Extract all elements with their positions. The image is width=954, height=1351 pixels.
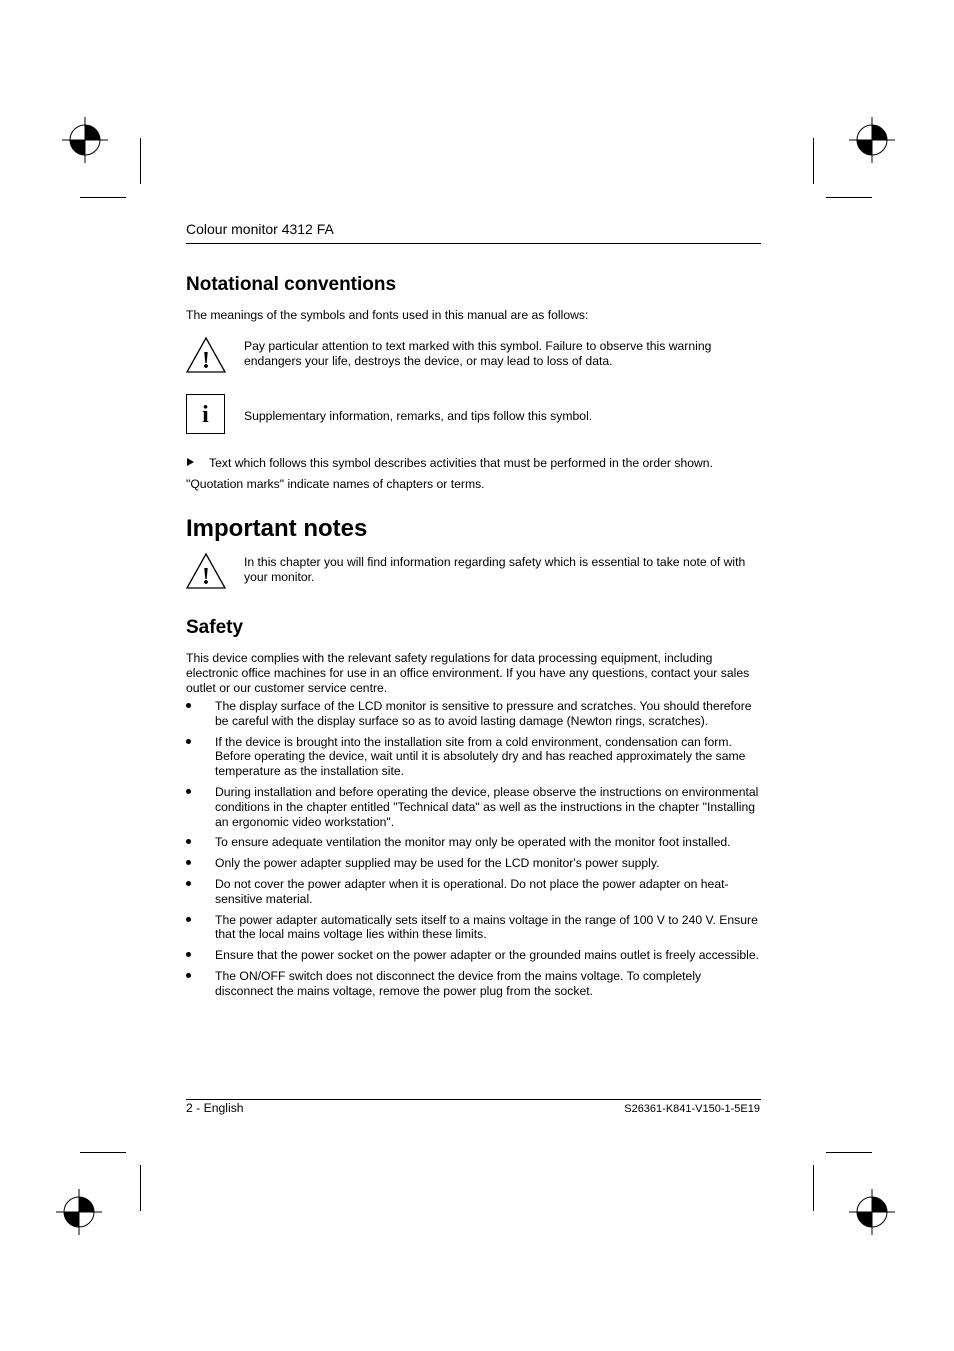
crop-mark <box>80 197 126 198</box>
list-item: During installation and before operating the device, please observe the instructions on environmental conditions in the chapter entitled "Technical data" as well as the instructions in the chapter "Installing an ergonomic video workstation". <box>186 785 762 829</box>
svg-text:!: ! <box>202 564 210 590</box>
info-icon: i <box>186 394 225 434</box>
registration-mark-icon <box>849 117 895 163</box>
section-heading-notational: Notational conventions <box>186 274 397 295</box>
crop-mark <box>80 1152 126 1153</box>
list-item: The power adapter automatically sets itself to a mains voltage in the range of 100 V to 240 V. Ensure that the local mains voltage lies within these limits. <box>186 913 762 943</box>
bullet-icon <box>186 703 191 708</box>
important-warning-text: In this chapter you will find information regarding safety which is essential to take note of with your monitor. <box>244 555 746 584</box>
warning-icon <box>185 336 227 374</box>
notational-intro: The meanings of the symbols and fonts used in this manual are as follows: <box>186 308 589 322</box>
crop-mark <box>813 138 814 184</box>
crop-mark <box>813 1165 814 1211</box>
svg-text:!: ! <box>202 348 210 374</box>
section-heading-safety: Safety <box>186 617 244 638</box>
crop-mark <box>140 138 141 184</box>
warning-icon <box>185 552 227 590</box>
arrow-description: Text which follows this symbol describes activities that must be performed in the order shown. <box>209 456 713 470</box>
quotation-description: "Quotation marks" indicate names of chapters or terms. <box>186 477 485 491</box>
bullet-icon <box>186 839 191 844</box>
registration-mark-icon <box>849 1189 895 1235</box>
list-item: If the device is brought into the installation site from a cold environment, condensation can form. Before operating the device, wait until it is absolutely dry and has reached approximately the same temperature as the installation site. <box>186 735 762 779</box>
list-item: Do not cover the power adapter when it is operational. Do not place the power adapter on heat-sensitive material. <box>186 877 762 907</box>
list-item: Ensure that the power socket on the power adapter or the grounded mains outlet is freely accessible. <box>186 948 762 963</box>
running-header: Colour monitor 4312 FA <box>186 221 334 237</box>
list-item: To ensure adequate ventilation the monitor may only be operated with the monitor foot installed. <box>186 835 762 850</box>
crop-mark <box>826 197 872 198</box>
safety-intro: This device complies with the relevant safety regulations for data processing equipment, including electronic office machines for use in an office environment. If you have any questions, contact your sales outlet or our customer service centre. <box>186 651 750 695</box>
list-item: Only the power adapter supplied may be used for the LCD monitor's power supply. <box>186 856 762 871</box>
list-item: The display surface of the LCD monitor is sensitive to pressure and scratches. You should therefore be careful with the display surface so as to avoid lasting damage (Newton rings, scratches). <box>186 699 762 729</box>
bullet-icon <box>186 952 191 957</box>
bullet-icon <box>186 973 191 978</box>
bullet-icon <box>186 739 191 744</box>
document-id: S26361-K841-V150-1-5E19 <box>624 1103 760 1115</box>
footer-rule <box>186 1099 761 1100</box>
page-number: 2 - English <box>186 1101 244 1115</box>
crop-mark <box>826 1152 872 1153</box>
arrow-right-icon <box>187 458 194 466</box>
registration-mark-icon <box>62 117 108 163</box>
info-description: Supplementary information, remarks, and tips follow this symbol. <box>244 409 593 423</box>
bullet-icon <box>186 860 191 865</box>
bullet-icon <box>186 881 191 886</box>
crop-mark <box>140 1165 141 1211</box>
bullet-icon <box>186 917 191 922</box>
section-heading-important: Important notes <box>186 515 368 542</box>
warning-description: Pay particular attention to text marked with this symbol. Failure to observe this warning endangers your life, destroys the device, or may lead to loss of data. <box>244 339 712 368</box>
bullet-icon <box>186 789 191 794</box>
registration-mark-icon <box>56 1189 102 1235</box>
list-item: The ON/OFF switch does not disconnect the device from the mains voltage. To completely disconnect the mains voltage, remove the power plug from the socket. <box>186 969 762 999</box>
header-rule <box>186 243 761 244</box>
safety-list <box>186 699 762 1005</box>
